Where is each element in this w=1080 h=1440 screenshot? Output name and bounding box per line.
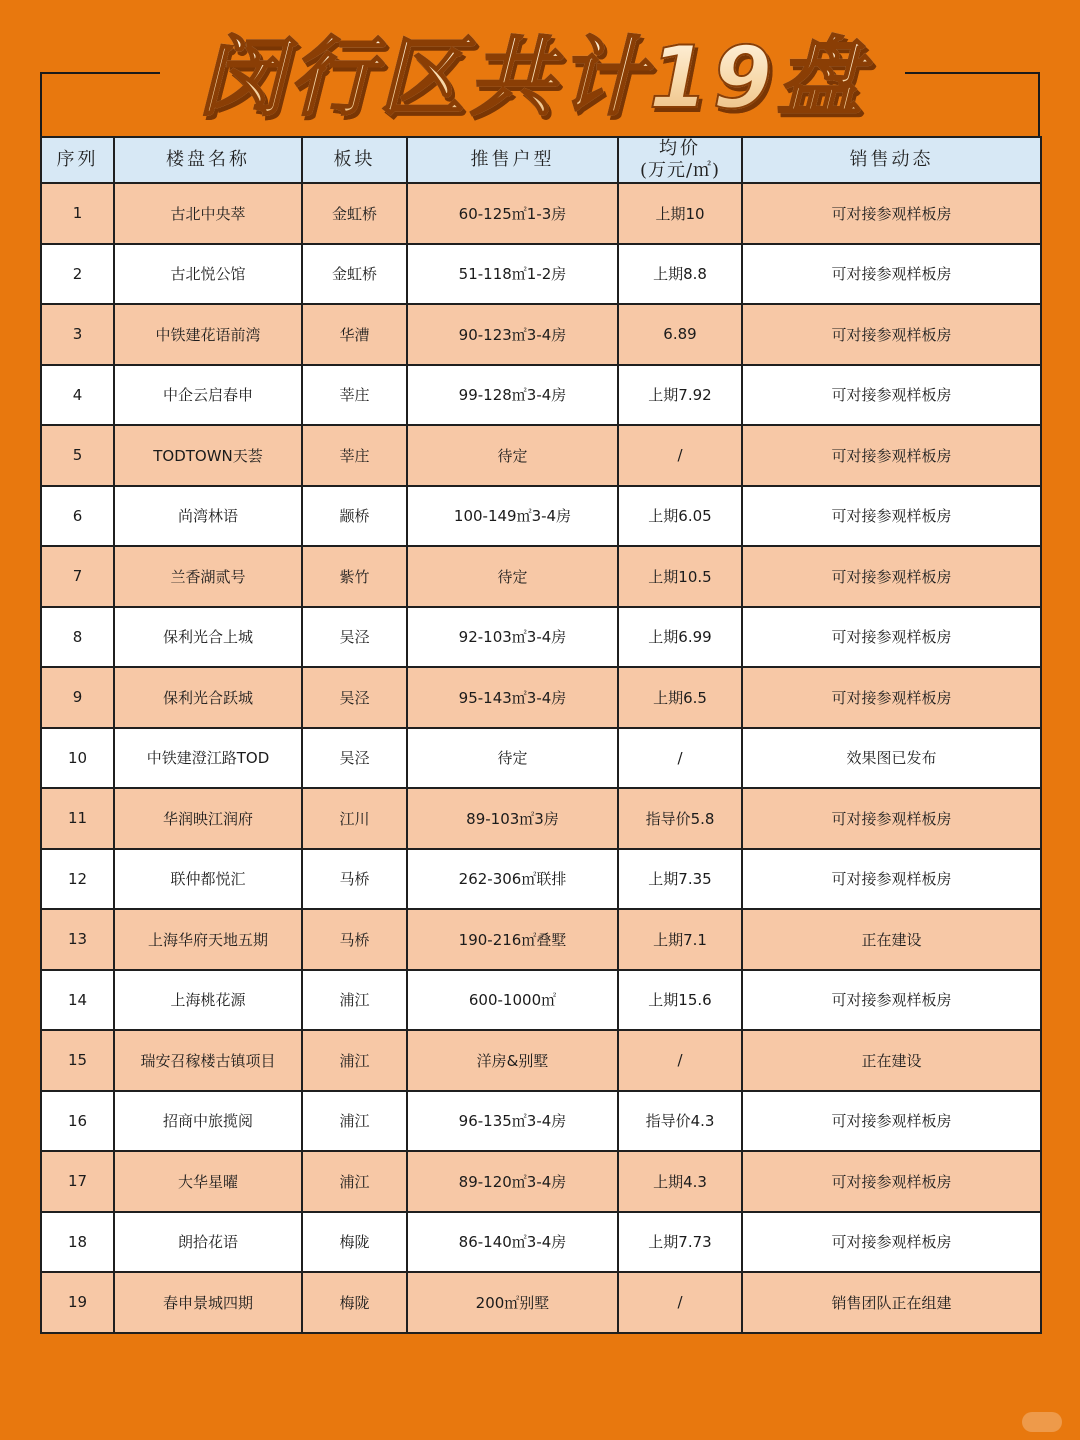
table-row — [41, 1272, 1041, 1333]
cell-type: 99-128㎡3-4房 — [407, 365, 618, 426]
cell-status: 可对接参观样板房 — [742, 849, 1041, 910]
cell-index: 10 — [41, 728, 114, 789]
cell-type: 600-1000㎡ — [407, 970, 618, 1031]
cell-name: 中企云启春申 — [114, 365, 302, 426]
header-price-line1: 均价 — [659, 138, 701, 159]
frame-right-edge — [1038, 72, 1040, 136]
property-table — [40, 136, 1042, 1334]
cell-type: 92-103㎡3-4房 — [407, 607, 618, 668]
table-row — [41, 849, 1041, 910]
cell-price: 上期10 — [618, 183, 742, 244]
cell-index: 11 — [41, 788, 114, 849]
header-area: 板块 — [302, 137, 407, 183]
cell-price: / — [618, 425, 742, 486]
cell-area: 浦江 — [302, 1151, 407, 1212]
header-type: 推售户型 — [407, 137, 618, 183]
cell-status: 可对接参观样板房 — [742, 970, 1041, 1031]
table-row — [41, 304, 1041, 365]
cell-name: 瑞安召稼楼古镇项目 — [114, 1030, 302, 1091]
table-row — [41, 1212, 1041, 1273]
cell-price: 上期6.05 — [618, 486, 742, 547]
header-price-line2: (万元/㎡) — [639, 160, 721, 181]
title-rule-right — [905, 72, 1040, 74]
table-row — [41, 1030, 1041, 1091]
cell-name: 华润映江润府 — [114, 788, 302, 849]
cell-index: 3 — [41, 304, 114, 365]
cell-status: 效果图已发布 — [742, 728, 1041, 789]
cell-area: 马桥 — [302, 849, 407, 910]
cell-status: 可对接参观样板房 — [742, 667, 1041, 728]
cell-price: / — [618, 1272, 742, 1333]
cell-index: 8 — [41, 607, 114, 668]
cell-index: 5 — [41, 425, 114, 486]
cell-index: 17 — [41, 1151, 114, 1212]
table-body — [41, 183, 1041, 1333]
cell-status: 可对接参观样板房 — [742, 546, 1041, 607]
cell-type: 待定 — [407, 728, 618, 789]
cell-price: 上期7.92 — [618, 365, 742, 426]
cell-area: 莘庄 — [302, 425, 407, 486]
table-row — [41, 365, 1041, 426]
cell-status: 可对接参观样板房 — [742, 1151, 1041, 1212]
cell-name: 春申景城四期 — [114, 1272, 302, 1333]
cell-area: 浦江 — [302, 1030, 407, 1091]
header-index: 序列 — [41, 137, 114, 183]
table-row — [41, 909, 1041, 970]
table-header-row — [41, 137, 1041, 183]
cell-name: 保利光合跃城 — [114, 667, 302, 728]
cell-type: 190-216㎡叠墅 — [407, 909, 618, 970]
table-row — [41, 486, 1041, 547]
cell-name: 招商中旅揽阅 — [114, 1091, 302, 1152]
cell-index: 14 — [41, 970, 114, 1031]
cell-index: 19 — [41, 1272, 114, 1333]
cell-price: 指导价4.3 — [618, 1091, 742, 1152]
header-status: 销售动态 — [742, 137, 1041, 183]
table-row — [41, 244, 1041, 305]
cell-price: 上期7.35 — [618, 849, 742, 910]
cell-price: / — [618, 1030, 742, 1091]
cell-status: 正在建设 — [742, 909, 1041, 970]
cell-price: 上期6.99 — [618, 607, 742, 668]
cell-area: 金虹桥 — [302, 244, 407, 305]
table-row — [41, 425, 1041, 486]
cell-area: 吴泾 — [302, 667, 407, 728]
cell-type: 86-140㎡3-4房 — [407, 1212, 618, 1273]
cell-area: 江川 — [302, 788, 407, 849]
table-row — [41, 728, 1041, 789]
cell-status: 可对接参观样板房 — [742, 607, 1041, 668]
cell-type: 95-143㎡3-4房 — [407, 667, 618, 728]
cell-area: 颛桥 — [302, 486, 407, 547]
cell-area: 吴泾 — [302, 728, 407, 789]
cell-type: 100-149㎡3-4房 — [407, 486, 618, 547]
header-name: 楼盘名称 — [114, 137, 302, 183]
cell-price: 上期6.5 — [618, 667, 742, 728]
cell-status: 可对接参观样板房 — [742, 304, 1041, 365]
cell-status: 可对接参观样板房 — [742, 486, 1041, 547]
cell-type: 60-125㎡1-3房 — [407, 183, 618, 244]
cell-price: / — [618, 728, 742, 789]
cell-status: 可对接参观样板房 — [742, 1212, 1041, 1273]
cell-type: 90-123㎡3-4房 — [407, 304, 618, 365]
page-title: 闵行区共计19盘 — [160, 28, 905, 128]
watermark-logo — [1022, 1412, 1062, 1432]
cell-status: 销售团队正在组建 — [742, 1272, 1041, 1333]
cell-name: 古北悦公馆 — [114, 244, 302, 305]
cell-index: 1 — [41, 183, 114, 244]
cell-area: 梅陇 — [302, 1272, 407, 1333]
cell-index: 4 — [41, 365, 114, 426]
cell-status: 可对接参观样板房 — [742, 425, 1041, 486]
cell-name: 兰香湖贰号 — [114, 546, 302, 607]
cell-name: 尚湾林语 — [114, 486, 302, 547]
table-row — [41, 1091, 1041, 1152]
cell-status: 可对接参观样板房 — [742, 183, 1041, 244]
cell-status: 可对接参观样板房 — [742, 365, 1041, 426]
cell-price: 指导价5.8 — [618, 788, 742, 849]
cell-index: 15 — [41, 1030, 114, 1091]
cell-status: 可对接参观样板房 — [742, 1091, 1041, 1152]
cell-name: 朗拾花语 — [114, 1212, 302, 1273]
cell-name: 古北中央萃 — [114, 183, 302, 244]
header-price — [618, 137, 742, 183]
cell-index: 9 — [41, 667, 114, 728]
cell-area: 浦江 — [302, 970, 407, 1031]
cell-name: 大华星曜 — [114, 1151, 302, 1212]
cell-index: 12 — [41, 849, 114, 910]
cell-name: 中铁建澄江路TOD — [114, 728, 302, 789]
cell-name: 上海桃花源 — [114, 970, 302, 1031]
cell-price: 上期7.1 — [618, 909, 742, 970]
cell-area: 马桥 — [302, 909, 407, 970]
cell-index: 18 — [41, 1212, 114, 1273]
cell-area: 梅陇 — [302, 1212, 407, 1273]
cell-type: 待定 — [407, 425, 618, 486]
cell-type: 待定 — [407, 546, 618, 607]
cell-index: 13 — [41, 909, 114, 970]
cell-price: 上期4.3 — [618, 1151, 742, 1212]
table-row — [41, 183, 1041, 244]
cell-type: 89-120㎡3-4房 — [407, 1151, 618, 1212]
table-row — [41, 970, 1041, 1031]
cell-name: 联仲都悦汇 — [114, 849, 302, 910]
cell-price: 上期7.73 — [618, 1212, 742, 1273]
cell-area: 浦江 — [302, 1091, 407, 1152]
cell-index: 6 — [41, 486, 114, 547]
cell-area: 莘庄 — [302, 365, 407, 426]
table-row — [41, 1151, 1041, 1212]
table-row — [41, 788, 1041, 849]
cell-name: 保利光合上城 — [114, 607, 302, 668]
cell-area: 金虹桥 — [302, 183, 407, 244]
cell-name: 中铁建花语前湾 — [114, 304, 302, 365]
cell-area: 吴泾 — [302, 607, 407, 668]
cell-index: 16 — [41, 1091, 114, 1152]
cell-status: 可对接参观样板房 — [742, 788, 1041, 849]
cell-price: 上期15.6 — [618, 970, 742, 1031]
cell-type: 96-135㎡3-4房 — [407, 1091, 618, 1152]
table-row — [41, 667, 1041, 728]
cell-price: 上期8.8 — [618, 244, 742, 305]
title-rule-left — [40, 72, 160, 74]
cell-status: 可对接参观样板房 — [742, 244, 1041, 305]
cell-type: 洋房&别墅 — [407, 1030, 618, 1091]
title-banner — [0, 0, 1080, 140]
cell-index: 7 — [41, 546, 114, 607]
cell-type: 89-103㎡3房 — [407, 788, 618, 849]
cell-name: TODTOWN天荟 — [114, 425, 302, 486]
cell-area: 华漕 — [302, 304, 407, 365]
cell-type: 200㎡别墅 — [407, 1272, 618, 1333]
cell-price: 上期10.5 — [618, 546, 742, 607]
cell-area: 紫竹 — [302, 546, 407, 607]
cell-type: 262-306㎡联排 — [407, 849, 618, 910]
table-row — [41, 607, 1041, 668]
cell-index: 2 — [41, 244, 114, 305]
frame-left-edge — [40, 72, 42, 136]
table-row — [41, 546, 1041, 607]
cell-status: 正在建设 — [742, 1030, 1041, 1091]
cell-type: 51-118㎡1-2房 — [407, 244, 618, 305]
cell-price: 6.89 — [618, 304, 742, 365]
cell-name: 上海华府天地五期 — [114, 909, 302, 970]
